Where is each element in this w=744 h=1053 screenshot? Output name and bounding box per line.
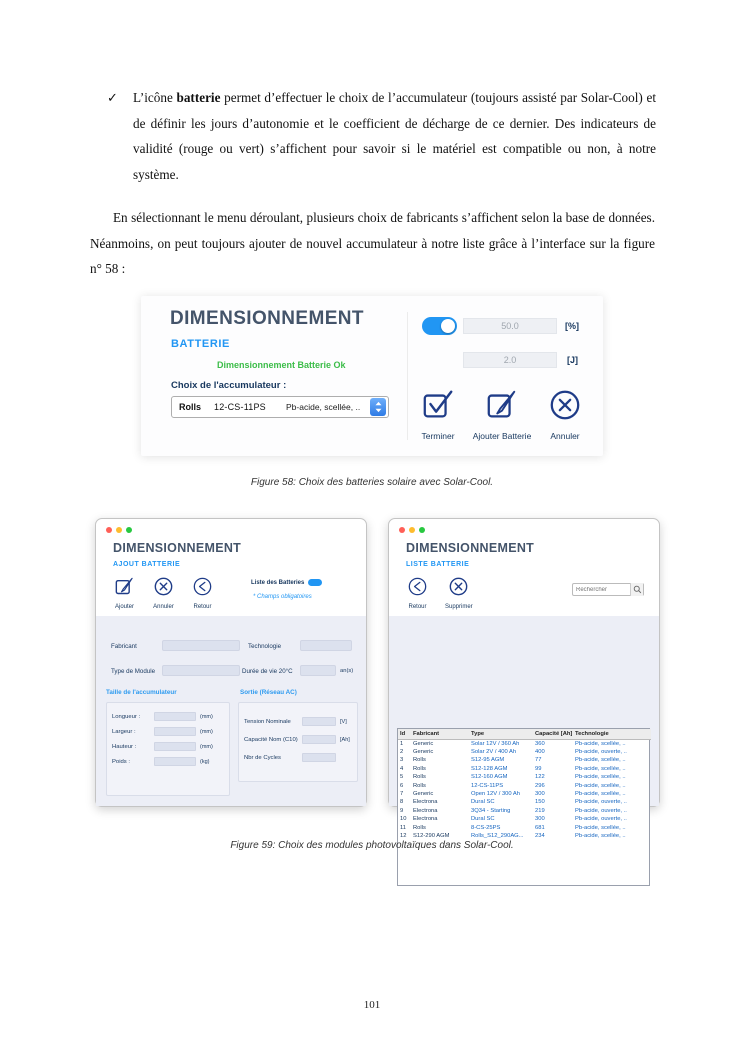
text-input[interactable] — [302, 753, 336, 762]
field-label: Capacité Nom (C10) — [244, 736, 298, 743]
table-row[interactable] — [398, 807, 651, 815]
days-unit-label: [J] — [567, 355, 578, 365]
header-technologie: Technologie — [573, 729, 651, 739]
duree-unit-label: an(s) — [340, 668, 354, 674]
field-unit: (mm) — [200, 713, 213, 720]
field-unit: (kg) — [200, 758, 210, 765]
taille-section-label: Taille de l'accumulateur — [106, 689, 177, 696]
ajouter-button[interactable] — [114, 576, 135, 610]
figure58-screenshot — [141, 296, 603, 456]
autonomy-days-field[interactable] — [463, 352, 557, 368]
zoom-button[interactable] — [126, 527, 132, 533]
cell-capacite: 360 — [535, 740, 545, 747]
table-row[interactable] — [398, 765, 651, 773]
table-row[interactable] — [398, 756, 651, 764]
cell-capacite: 122 — [535, 774, 545, 781]
annuler-button[interactable] — [153, 576, 174, 610]
cell-technologie: Pb-acide, scellée, .. — [575, 740, 626, 747]
action-label: Annuler — [153, 604, 174, 610]
back-arrow-circle-icon — [192, 576, 213, 602]
ajout-batterie-window — [95, 518, 367, 807]
header-capacite: Capacité [Ah] — [533, 729, 573, 739]
cell-id: 1 — [400, 740, 404, 747]
edit-square-icon — [485, 388, 519, 427]
cell-capacite: 99 — [535, 765, 542, 772]
cell-technologie: Pb-acide, ouverte, .. — [575, 748, 627, 755]
action-label: Ajouter — [114, 604, 134, 610]
checkmark-bullet: ✓ — [107, 90, 118, 105]
minimize-button[interactable] — [409, 527, 415, 533]
form-row — [244, 735, 352, 744]
cell-id: 9 — [400, 807, 404, 814]
toggle-knob — [441, 319, 455, 333]
cell-technologie: Pb-acide, scellée, .. — [575, 832, 626, 839]
figure58-caption: Figure 58: Choix des batteries solaire avec Solar-Cool. — [250, 477, 494, 488]
cell-technologie: Pb-acide, ouverte, .. — [575, 816, 627, 823]
cell-capacite: 296 — [535, 782, 545, 789]
mini-toggle-icon — [308, 579, 322, 586]
battery-table — [398, 729, 651, 840]
cell-id: 4 — [400, 765, 404, 772]
cell-type: Dural SC — [471, 799, 495, 806]
duree-vie-label: Durée de vie 20°C — [242, 668, 293, 675]
liste-batterie-window — [388, 518, 660, 839]
duree-vie-input[interactable] — [300, 665, 336, 676]
cell-type: Solar 12V / 360 Ah — [471, 740, 520, 747]
terminer-button[interactable] — [413, 388, 463, 441]
technologie-label: Technologie — [248, 643, 282, 650]
cell-type: S12-128 AGM — [471, 765, 508, 772]
cell-fabricant: Generic — [413, 748, 434, 755]
bold-batterie: batterie — [176, 90, 221, 105]
form-row — [244, 717, 352, 726]
cell-fabricant: Rolls — [413, 824, 426, 831]
cell-id: 11 — [400, 824, 407, 831]
text-input[interactable] — [154, 712, 196, 721]
bullet-lead: L’icône — [133, 90, 177, 105]
action-label: Retour — [193, 604, 212, 610]
table-row[interactable] — [398, 782, 651, 790]
cell-capacite: 300 — [535, 816, 545, 823]
cell-capacite: 150 — [535, 799, 545, 806]
figure59-caption: Figure 59: Choix des modules photovoltaïques dans Solar-Cool. — [230, 840, 514, 851]
field-unit: [Ah] — [340, 736, 350, 743]
cell-fabricant: Electrona — [413, 807, 438, 814]
text-input[interactable] — [154, 742, 196, 751]
cell-type: 3Q34 - Starting — [471, 807, 511, 814]
cell-capacite: 300 — [535, 790, 545, 797]
accumulator-label: Choix de l'accumulateur : — [171, 380, 287, 391]
cell-fabricant: Rolls — [413, 782, 426, 789]
action-label: Supprimer — [445, 604, 473, 610]
close-button[interactable] — [399, 527, 405, 533]
technologie-input[interactable] — [300, 640, 352, 651]
app-title: DIMENSIONNEMENT — [113, 541, 242, 555]
cell-id: 2 — [400, 748, 404, 755]
cell-technologie: Pb-acide, scellée, .. — [575, 774, 626, 781]
cell-type: Solar 2V / 400 Ah — [471, 748, 517, 755]
sortie-section-label: Sortie (Réseau AC) — [240, 689, 297, 696]
form-row — [112, 742, 224, 751]
cell-technologie: Pb-acide, scellée, .. — [575, 790, 626, 797]
type-module-label: Type de Module — [111, 668, 156, 675]
minimize-button[interactable] — [116, 527, 122, 533]
cell-type: Rolls_S12_290AG... — [471, 832, 524, 839]
fabricant-input[interactable] — [162, 640, 240, 651]
text-input[interactable] — [302, 717, 336, 726]
ajout-batterie-subtitle: AJOUT BATTERIE — [113, 561, 181, 568]
cell-capacite: 77 — [535, 757, 542, 764]
field-label: Hauteur : — [112, 743, 137, 750]
cell-id: 10 — [400, 816, 407, 823]
cell-type: S12-160 AGM — [471, 774, 508, 781]
table-row[interactable] — [398, 773, 651, 781]
field-label: Poids : — [112, 758, 131, 765]
cell-technologie: Pb-acide, ouverte, .. — [575, 799, 627, 806]
liste-batterie-subtitle: LISTE BATTERIE — [406, 561, 470, 568]
bullet-text — [133, 85, 656, 187]
table-content-area — [389, 616, 659, 839]
dropdown-model: 12-CS-11PS — [214, 402, 266, 412]
required-fields-note: * Champs obligatoires — [253, 594, 312, 600]
cell-type: 12-CS-11PS — [471, 782, 504, 789]
cancel-circle-icon — [153, 576, 174, 602]
liste-des-batteries-toggle[interactable] — [251, 579, 322, 586]
cell-fabricant: Rolls — [413, 765, 426, 772]
percent-unit-label: [%] — [565, 321, 579, 331]
table-row[interactable] — [398, 790, 651, 798]
bullet-paragraph — [107, 85, 656, 187]
cell-type: S12-95 AGM — [471, 757, 505, 764]
vertical-divider — [407, 312, 408, 440]
cell-id: 5 — [400, 774, 404, 781]
action-label: Ajouter Batterie — [472, 431, 532, 441]
check-square-icon — [421, 388, 455, 427]
supprimer-button[interactable] — [445, 576, 473, 610]
table-row[interactable] — [398, 748, 651, 756]
cell-fabricant: Rolls — [413, 774, 426, 781]
form-row — [244, 753, 352, 762]
text-input[interactable] — [154, 727, 196, 736]
battery-table-body — [398, 739, 651, 840]
search-input[interactable] — [573, 587, 630, 593]
toggle-switch[interactable] — [422, 317, 457, 335]
cell-type: 8-CS-25PS — [471, 824, 501, 831]
cell-id: 7 — [400, 790, 404, 797]
cancel-circle-icon — [548, 388, 582, 427]
intro-paragraph: En sélectionnant le menu déroulant, plusieurs choix de fabricants s’affichent selon la base de données. Néanmoins, on peut toujours ajouter de nouvel accumulateur à notre liste grâce à l’interface sur la figure n° 58 : — [90, 210, 655, 276]
field-label: Nbr de Cycles — [244, 754, 281, 761]
fabricant-label: Fabricant — [111, 643, 137, 650]
action-label: Annuler — [550, 431, 580, 441]
cell-capacite: 400 — [535, 748, 545, 755]
status-ok-text: Dimensionnement Batterie Ok — [217, 360, 346, 370]
field-label: Longueur : — [112, 713, 141, 720]
cell-fabricant: S12-290 AGM — [413, 832, 450, 839]
header-fabricant: Fabricant — [411, 729, 469, 739]
header-type: Type — [469, 729, 533, 739]
zoom-button[interactable] — [419, 527, 425, 533]
dropdown-brand: Rolls — [179, 402, 202, 412]
table-row[interactable] — [398, 824, 651, 832]
cell-technologie: Pb-acide, scellée, .. — [575, 757, 626, 764]
cancel-circle-icon — [448, 576, 469, 602]
cell-id: 8 — [400, 799, 404, 806]
dropdown-tech: Pb-acide, scellée, .. — [286, 402, 361, 412]
dropdown-chevrons-icon[interactable] — [370, 398, 386, 416]
liste-des-batteries-label: Liste des Batteries — [251, 579, 305, 586]
cell-fabricant: Generic — [413, 790, 434, 797]
form-content-area — [96, 616, 366, 806]
app-title: DIMENSIONNEMENT — [170, 308, 364, 329]
form-row — [112, 757, 224, 766]
type-module-input[interactable] — [162, 665, 240, 676]
accumulator-dropdown[interactable] — [171, 396, 389, 418]
app-title: DIMENSIONNEMENT — [406, 541, 535, 555]
search-icon[interactable] — [630, 583, 643, 596]
cell-type: Open 12V / 300 Ah — [471, 790, 520, 797]
table-row[interactable] — [398, 815, 651, 823]
cell-fabricant: Electrona — [413, 816, 438, 823]
back-arrow-circle-icon — [407, 576, 428, 602]
cell-id: 6 — [400, 782, 404, 789]
ajouter-batterie-button[interactable] — [471, 388, 533, 441]
close-button[interactable] — [106, 527, 112, 533]
discharge-coefficient-field[interactable] — [463, 318, 557, 334]
action-label: Retour — [408, 604, 427, 610]
table-header-row — [398, 729, 651, 739]
output-groupbox — [238, 702, 358, 782]
cell-capacite: 681 — [535, 824, 545, 831]
cell-fabricant: Rolls — [413, 757, 426, 764]
table-row[interactable] — [398, 739, 651, 748]
form-row — [112, 712, 224, 721]
size-groupbox — [106, 702, 230, 796]
cell-technologie: Pb-acide, scellée, .. — [575, 782, 626, 789]
field-unit: (mm) — [200, 743, 213, 750]
chevron-up-down-icon — [374, 401, 383, 413]
bullet-rest: permet d’effectuer le choix de l’accumulateur (toujours assisté par Solar-Cool) et de définir les jours d’autonomie et le coefficient de décharge de ce dernier. Des indicateurs de validité (rouge ou vert) s’affichent pour savoir si le matériel est compatible ou non, à notre système. — [133, 90, 656, 182]
cell-fabricant: Generic — [413, 740, 434, 747]
cell-type: Dural SC — [471, 816, 495, 823]
text-input[interactable] — [154, 757, 196, 766]
search-field[interactable] — [572, 583, 644, 596]
field-unit: [V] — [340, 718, 347, 725]
cell-capacite: 234 — [535, 832, 545, 839]
window-controls — [399, 527, 425, 533]
window-controls — [106, 527, 132, 533]
retour-button[interactable] — [192, 576, 213, 610]
field-label: Largeur : — [112, 728, 136, 735]
edit-square-icon — [114, 576, 135, 602]
cell-id: 3 — [400, 757, 404, 764]
form-row — [112, 727, 224, 736]
header-id: Id — [398, 729, 411, 739]
cell-fabricant: Electrona — [413, 799, 438, 806]
retour-button[interactable] — [407, 576, 428, 610]
cell-technologie: Pb-acide, scellée, .. — [575, 824, 626, 831]
text-input[interactable] — [302, 735, 336, 744]
battery-table-box — [397, 728, 650, 886]
field-unit: (mm) — [200, 728, 213, 735]
cell-technologie: Pb-acide, scellée, .. — [575, 765, 626, 772]
cell-capacite: 219 — [535, 807, 545, 814]
table-row[interactable] — [398, 798, 651, 806]
annuler-button[interactable] — [539, 388, 591, 441]
batterie-subtitle: BATTERIE — [171, 338, 230, 350]
field-label: Tension Nominale — [244, 718, 291, 725]
page-number: 101 — [363, 999, 381, 1011]
cell-technologie: Pb-acide, ouverte, .. — [575, 807, 627, 814]
action-label: Terminer — [421, 431, 455, 441]
cell-id: 12 — [400, 832, 407, 839]
